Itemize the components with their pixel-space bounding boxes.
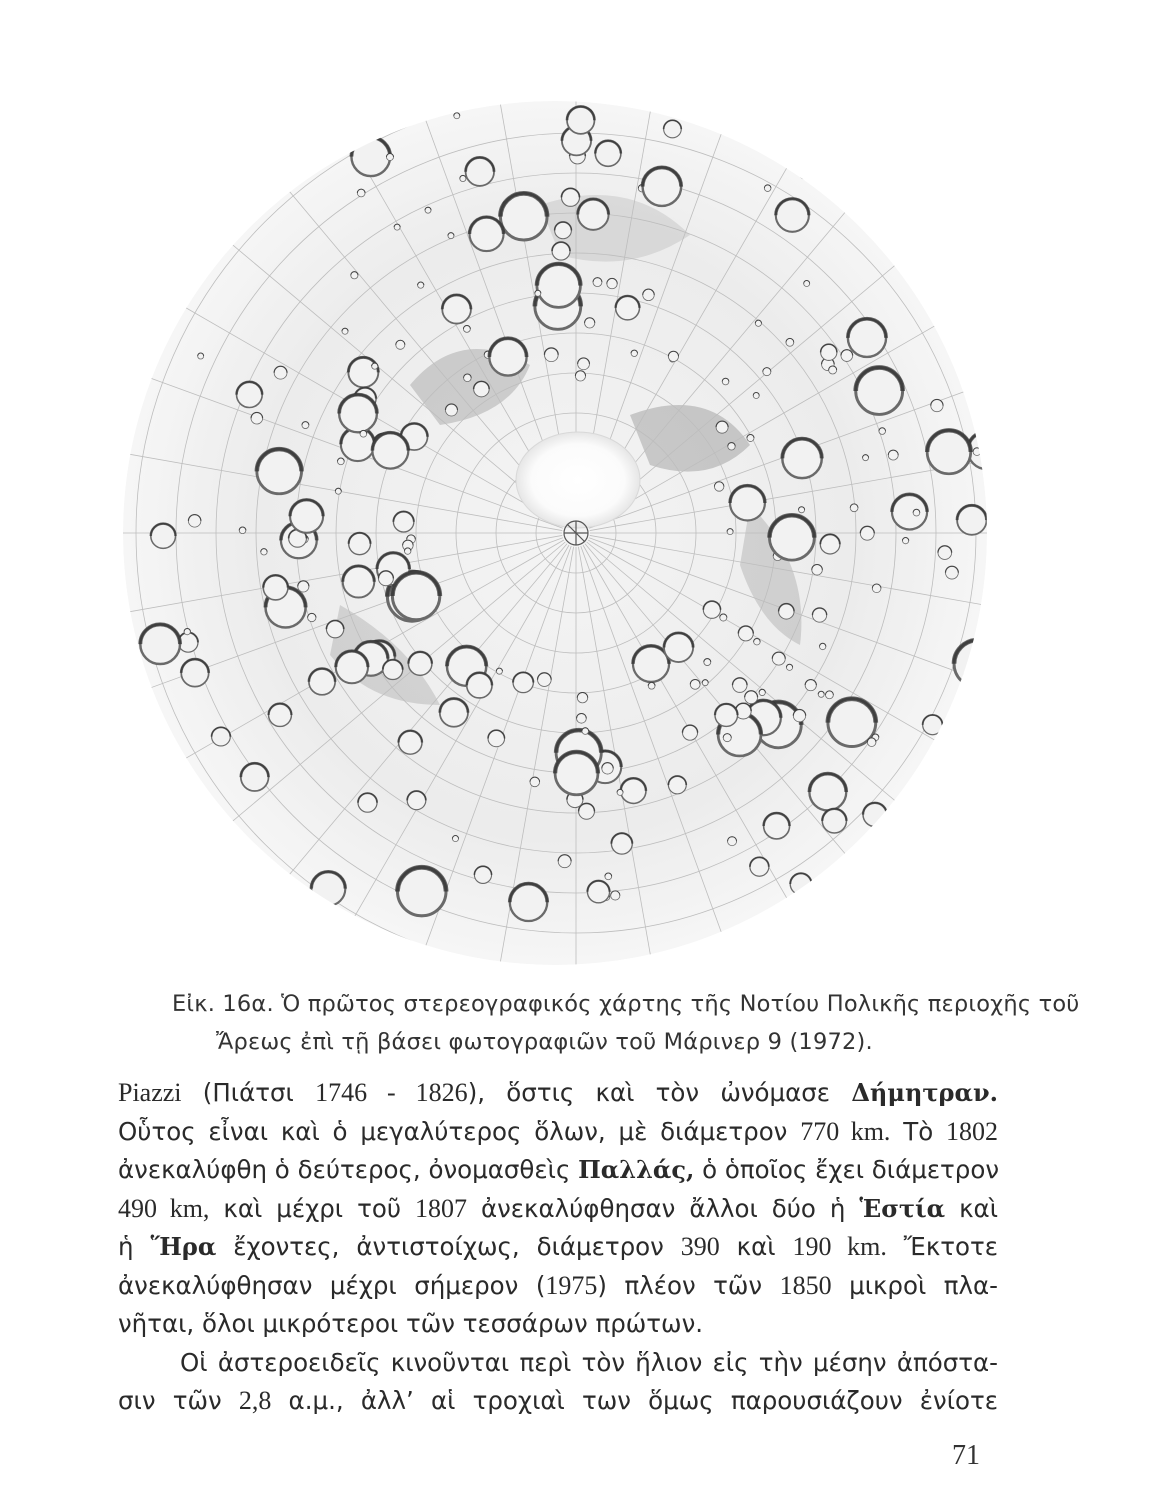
text-line-1: Piazzi (Πιάτσι 1746 - 1826), ὅστις καὶ τὸν ὠνόμασε Δήμητραν. — [118, 1078, 998, 1107]
crater — [716, 421, 728, 433]
name-vesta: Ἑστία — [859, 1193, 946, 1223]
crater — [888, 450, 898, 460]
crater — [466, 157, 494, 185]
crater — [860, 526, 874, 540]
crater — [393, 512, 413, 532]
crater — [445, 404, 457, 416]
crater — [715, 704, 738, 727]
crater — [343, 566, 375, 598]
crater — [290, 500, 323, 533]
crater — [274, 366, 287, 379]
crater — [786, 664, 792, 670]
crater — [617, 789, 623, 795]
crater — [467, 673, 492, 698]
crater — [537, 264, 581, 308]
crater — [754, 638, 761, 645]
text-line-8: Οἱ ἀστεροειδεῖς κινοῦνται περὶ τὸν ἥλιον εἰς τὴν μέσην ἀπόστα- — [180, 1347, 998, 1377]
crater — [923, 715, 943, 735]
crater — [181, 659, 208, 686]
crater — [198, 353, 204, 359]
crater — [561, 188, 579, 206]
crater — [848, 319, 886, 357]
crater — [463, 325, 470, 332]
crater — [302, 422, 309, 429]
crater — [241, 763, 269, 791]
crater — [593, 278, 602, 287]
crater — [607, 278, 617, 288]
crater — [829, 366, 837, 374]
caption-line-1: Εἰκ. 16α. Ὁ πρῶτος στερεογραφικός χάρτης τῆς Νοτίου Πολικῆς περιοχῆς τοῦ — [172, 991, 1080, 1017]
crater — [704, 659, 711, 666]
crater — [872, 584, 881, 593]
crater — [769, 515, 814, 560]
crater — [239, 527, 246, 534]
crater — [602, 763, 613, 774]
crater — [892, 250, 903, 261]
text-line-3: ἀνεκαλύφθη ὁ δεύτερος, ὀνομασθεὶς Παλλάς, ὁ ὁποῖος ἔχει διάμετρον — [118, 1155, 1000, 1184]
crater — [151, 524, 176, 549]
text-line-5: ἡ Ἥρα ἔχοντες, ἀντιστοίχως, διάμετρον 390 καὶ 190 km. Ἔκτοτε — [118, 1232, 998, 1261]
crater — [383, 660, 403, 680]
crater — [722, 378, 729, 385]
crater — [786, 338, 794, 346]
caption-line-2: Ἄρεως ἐπὶ τῇ βάσει φωτογραφιῶν τοῦ Μάρινερ 9 (1972). — [216, 1029, 873, 1055]
crater — [339, 395, 377, 433]
crater — [954, 640, 1000, 687]
crater — [496, 668, 502, 674]
crater — [747, 434, 754, 441]
crater — [668, 351, 678, 361]
crater — [730, 486, 765, 521]
crater — [611, 891, 620, 900]
crater — [448, 233, 454, 239]
crater — [530, 777, 540, 787]
crater — [336, 651, 368, 683]
crater — [690, 679, 700, 689]
crater — [643, 167, 682, 206]
crater — [805, 680, 816, 691]
text-line-7: νῆται, ὅλοι μικρότεροι τῶν τεσσάρων πρώτων. — [118, 1309, 704, 1338]
crater — [538, 673, 552, 687]
crater — [714, 482, 723, 491]
crater — [386, 153, 393, 160]
text-line-9: σιν τῶν 2,8 α.μ., ἀλλ’ αἱ τροχιαὶ των ὅμως παρουσιάζουν ἐνίοτε — [118, 1386, 998, 1415]
crater — [621, 778, 646, 803]
crater — [863, 455, 869, 461]
crater — [631, 350, 637, 356]
crater — [452, 836, 458, 842]
crater — [776, 199, 809, 232]
page-number: 71 — [952, 1440, 980, 1471]
text-line-2: Οὗτος εἶναι καὶ ὁ μεγαλύτερος ὅλων, μὲ διάμετρον 770 km. Τὸ 1802 — [118, 1116, 999, 1146]
crater — [488, 730, 505, 747]
crater — [392, 572, 439, 619]
crater — [184, 628, 190, 634]
crater — [664, 120, 682, 138]
name-pallas: Παλλάς, — [578, 1155, 695, 1184]
crater — [605, 873, 612, 880]
crater — [399, 731, 422, 754]
crater — [973, 448, 981, 456]
crater — [759, 689, 765, 695]
crater — [745, 691, 758, 704]
crater — [750, 857, 769, 876]
crater — [668, 776, 686, 794]
crater — [779, 604, 794, 619]
crater — [335, 488, 341, 494]
crater — [351, 137, 390, 176]
crater — [764, 813, 790, 839]
crater — [595, 141, 621, 167]
crater — [257, 449, 302, 494]
crater — [675, 104, 681, 110]
crater — [902, 538, 908, 544]
crater — [578, 358, 590, 370]
crater — [188, 515, 200, 527]
crater — [535, 290, 541, 296]
crater — [577, 692, 587, 702]
crater — [425, 207, 431, 213]
crater — [913, 509, 920, 516]
crater — [460, 175, 466, 181]
crater — [764, 185, 771, 192]
crater — [357, 189, 365, 197]
crater — [308, 613, 316, 621]
crater — [140, 624, 180, 664]
crater — [513, 672, 533, 692]
crater — [263, 575, 288, 600]
crater — [763, 368, 771, 376]
crater — [470, 217, 504, 251]
crater — [702, 680, 708, 686]
crater — [407, 791, 426, 810]
crater — [440, 699, 468, 727]
crater — [841, 350, 853, 362]
crater — [809, 774, 846, 811]
crater — [398, 867, 447, 916]
crater — [804, 281, 810, 287]
figure-caption — [172, 985, 1080, 1061]
crater — [582, 728, 589, 735]
crater — [812, 608, 826, 622]
crater — [850, 504, 858, 512]
crater — [577, 713, 587, 723]
crater — [819, 643, 825, 649]
crater — [727, 529, 733, 535]
crater — [753, 392, 759, 398]
crater — [825, 691, 833, 699]
crater — [555, 752, 598, 795]
crater — [957, 505, 986, 534]
crater — [348, 357, 378, 387]
crater — [867, 738, 876, 747]
crater — [555, 222, 572, 239]
crater — [544, 348, 558, 362]
crater — [372, 363, 378, 369]
crater — [454, 113, 460, 119]
crater — [358, 793, 377, 812]
crater — [818, 691, 824, 697]
crater — [863, 803, 887, 827]
text-line-4: 490 km, καὶ μέχρι τοῦ 1807 ἀνεκαλύφθησαν ἄλλοι δύο ἡ Ἑστία καὶ — [118, 1193, 999, 1223]
crater — [309, 669, 335, 695]
body-text — [118, 1074, 998, 1421]
crater — [578, 199, 609, 230]
name-hera: Ἥρα — [150, 1232, 217, 1261]
crater — [552, 242, 570, 260]
crater — [585, 318, 595, 328]
crater — [999, 532, 1000, 554]
crater — [821, 344, 837, 360]
crater — [820, 534, 840, 554]
name-demeter: Δήμητραν. — [851, 1078, 998, 1107]
crater — [474, 381, 490, 397]
crater — [728, 443, 735, 450]
crater — [793, 709, 805, 721]
crater — [611, 833, 632, 854]
crater — [372, 433, 408, 469]
crater — [728, 837, 737, 846]
crater — [251, 412, 263, 424]
crater — [510, 884, 547, 921]
crater — [474, 866, 491, 883]
crater — [703, 601, 720, 618]
crater — [337, 458, 344, 465]
crater — [269, 704, 292, 727]
crater — [720, 614, 727, 621]
text-line-6: ἀνεκαλύφθησαν μέχρι σήμερον (1975) πλέον τῶν 1850 μικροὶ πλα- — [118, 1270, 999, 1300]
crater — [587, 881, 609, 903]
crater — [500, 193, 547, 240]
crater — [579, 803, 595, 819]
crater — [442, 295, 471, 324]
crater — [261, 549, 267, 555]
crater — [782, 439, 821, 478]
crater — [342, 328, 348, 334]
crater — [643, 289, 654, 300]
crater — [755, 320, 761, 326]
crater — [378, 571, 393, 586]
crater — [404, 548, 410, 554]
crater — [298, 581, 309, 592]
crater — [664, 633, 693, 662]
crater — [418, 282, 424, 288]
crater — [558, 855, 571, 868]
polar-ice-cap — [516, 432, 640, 528]
crater — [648, 682, 655, 689]
crater — [931, 399, 943, 411]
crater — [733, 678, 748, 693]
crater — [723, 734, 731, 742]
crater — [311, 872, 345, 906]
crater — [939, 730, 947, 738]
crater — [567, 106, 594, 133]
crater — [575, 371, 585, 381]
crater — [394, 224, 400, 230]
crater — [856, 368, 903, 415]
crater — [799, 167, 811, 179]
pole-marker — [564, 521, 588, 545]
crater — [408, 652, 431, 675]
crater — [326, 621, 343, 638]
crater — [772, 652, 785, 665]
crater — [892, 494, 927, 529]
crater — [799, 507, 805, 513]
crater — [812, 564, 823, 575]
crater — [938, 546, 952, 560]
crater — [237, 382, 263, 408]
crater — [738, 626, 753, 641]
crater — [927, 430, 971, 474]
crater — [360, 430, 367, 437]
crater — [616, 296, 640, 320]
crater — [682, 725, 697, 740]
crater — [464, 374, 472, 382]
crater — [790, 873, 811, 894]
mars-south-polar-map — [110, 85, 1000, 975]
crater — [351, 272, 358, 279]
crater — [879, 428, 886, 435]
crater — [822, 809, 846, 833]
crater — [489, 338, 526, 375]
crater — [396, 340, 405, 349]
crater — [349, 533, 371, 555]
crater — [945, 566, 958, 579]
crater — [212, 727, 231, 746]
